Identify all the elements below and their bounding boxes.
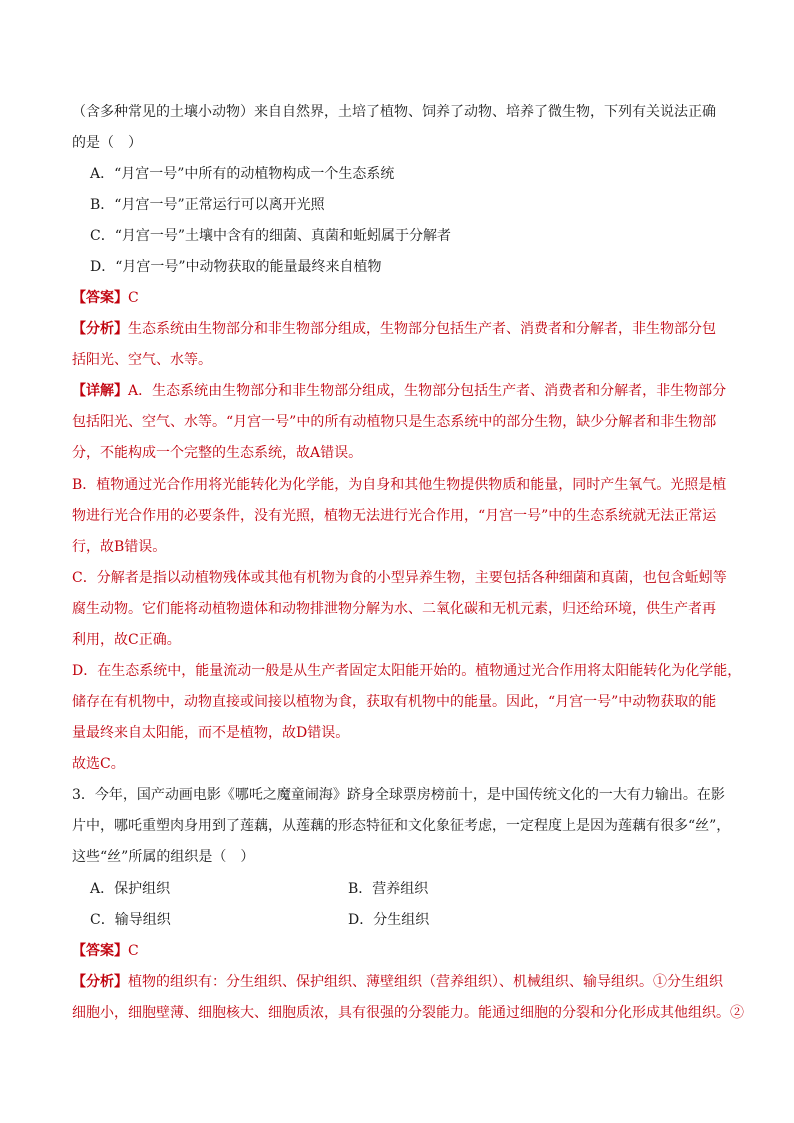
analysis-tag: 【分析】	[72, 974, 128, 990]
option-a: A．“月宫一号”中所有的动植物构成一个生态系统	[90, 166, 395, 182]
question-3-line: 3．今年，国产动画电影《哪吒之魔童闹海》跻身全球票房榜前十，是中国传统文化的一大有力输出。在影	[72, 787, 725, 803]
explanation-b-line: B．植物通过光合作用将光能转化为化学能，为自身和其他生物提供物质和能量，同时产生氧气。光照是植	[72, 477, 727, 493]
explanation-c-line: 腐生动物。它们能将动植物遗体和动物排泄物分解为水、二氧化碳和无机元素，归还给环境，供生产者再	[72, 601, 716, 617]
answer-value: C	[128, 943, 139, 959]
detail-text: A．生态系统由生物部分和非生物部分组成，生物部分包括生产者、消费者和分解者，非生物部分	[128, 383, 727, 399]
detail-line	[72, 381, 726, 401]
answer-value: C	[128, 290, 139, 306]
detail-line: 包括阳光、空气、水等。“月宫一号”中的所有动植物只是生态系统中的部分生物，缺少分解者和非生物部	[72, 414, 717, 430]
explanation-c-line: 利用，故C正确。	[72, 632, 181, 648]
q3-option-a: A．保护组织	[90, 881, 171, 897]
analysis-line: 细胞小，细胞壁薄、细胞核大、细胞质浓，具有很强的分裂能力。能通过细胞的分裂和分化形成其他组织。②	[72, 1005, 744, 1021]
question-stem-line: 的是（ ）	[72, 135, 142, 151]
explanation-b-line: 行，故B错误。	[72, 539, 167, 555]
analysis-text: 生态系统由生物部分和非生物部分组成，生物部分包括生产者、消费者和分解者，非生物部分包	[128, 321, 716, 337]
explanation-d-line: D．在生态系统中，能量流动一般是从生产者固定太阳能开始的。植物通过光合作用将太阳能转化为化学能，	[72, 663, 742, 679]
answer-tag: 【答案】	[72, 290, 128, 306]
answer-tag: 【答案】	[72, 943, 128, 959]
analysis-line: 括阳光、空气、水等。	[72, 352, 212, 368]
option-c: C．“月宫一号”土壤中含有的细菌、真菌和蚯蚓属于分解者	[90, 228, 452, 244]
q3-option-c: C．输导组织	[90, 912, 171, 928]
q3-option-d: D．分生组织	[348, 912, 430, 928]
option-d: D．“月宫一号”中动物获取的能量最终来自植物	[90, 259, 382, 275]
analysis-tag: 【分析】	[72, 321, 128, 337]
answer-line	[72, 288, 139, 308]
analysis-text: 植物的组织有：分生组织、保护组织、薄壁组织（营养组织）、机械组织、输导组织。①分生组织	[128, 974, 723, 990]
q3-option-b: B．营养组织	[348, 881, 429, 897]
detail-tag: 【详解】	[72, 383, 128, 399]
analysis-line	[72, 972, 723, 992]
explanation-d-line: 量最终来自太阳能，而不是植物，故D错误。	[72, 725, 350, 741]
explanation-d-line: 储存在有机物中，动物直接或间接以植物为食，获取有机物中的能量。因此，“月宫一号”中动物获取的能	[72, 694, 717, 710]
answer-line	[72, 941, 139, 961]
question-3-line: 片中，哪吒重塑肉身用到了莲藕，从莲藕的形态特征和文化象征考虑，一定程度上是因为莲藕有很多“丝”，	[72, 818, 731, 834]
explanation-c-line: C．分解者是指以动植物残体或其他有机物为食的小型异养生物，主要包括各种细菌和真菌，也包含蚯蚓等	[72, 570, 727, 586]
explanation-b-line: 物进行光合作用的必要条件，没有光照，植物无法进行光合作用，“月宫一号”中的生态系统就无法正常运	[72, 508, 717, 524]
question-stem-line: （含多种常见的土壤小动物）来自自然界，土培了植物、饲养了动物、培养了微生物，下列有关说法正确	[72, 104, 716, 120]
option-b: B．“月宫一号”正常运行可以离开光照	[90, 197, 325, 213]
question-3-line: 这些“丝”所属的组织是（ ）	[72, 849, 255, 865]
conclusion: 故选C。	[72, 756, 125, 772]
analysis-line	[72, 319, 716, 339]
detail-line: 分，不能构成一个完整的生态系统，故A错误。	[72, 445, 363, 461]
